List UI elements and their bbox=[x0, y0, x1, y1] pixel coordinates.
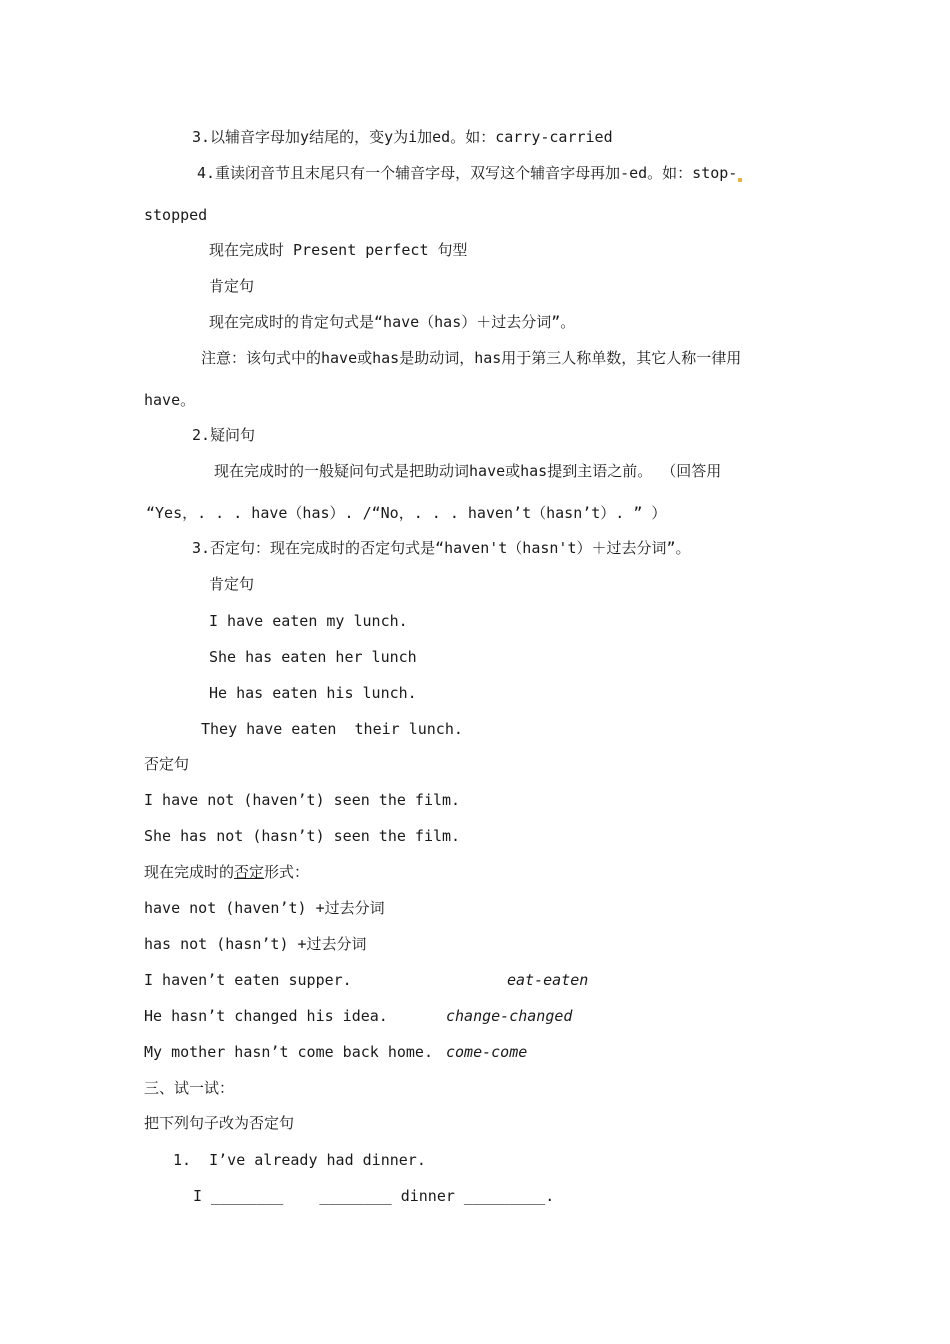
negative-example: I haven’t eaten supper. bbox=[144, 971, 352, 989]
negative-example: I have not (haven’t) seen the film. bbox=[144, 791, 461, 809]
example-sentence: He has eaten his lunch. bbox=[209, 684, 417, 702]
verb-form: eat-eaten bbox=[507, 971, 589, 989]
example-sentence: They have eaten their lunch. bbox=[201, 720, 463, 738]
exercise-instruction: 把下列句子改为否定句 bbox=[144, 1114, 295, 1132]
verb-form: change-changed bbox=[446, 1007, 573, 1025]
rule-4-continued: stopped bbox=[144, 206, 208, 224]
heading-negative: 否定句 bbox=[144, 755, 190, 773]
heading-question: 2.疑问句 bbox=[192, 426, 256, 444]
negative-form: 3.否定句：现在完成时的否定句式是“haven't（hasn't）＋过去分词”。 bbox=[192, 539, 691, 557]
section-heading-present-perfect: 现在完成时 Present perfect 句型 bbox=[209, 241, 468, 259]
exercise-answer-blanks: I ________ ________ dinner _________. bbox=[193, 1187, 555, 1205]
negative-example: He hasn’t changed his idea. bbox=[144, 1007, 388, 1025]
question-answers: “Yes，. . . have（has）. /“No，. . . haven’t（hasn’t）. ” ） bbox=[146, 504, 667, 522]
negative-form-heading bbox=[144, 862, 309, 882]
rule-4-text: 4.重读闭音节且末尾只有一个辅音字母，双写这个辅音字母再加-ed。如：stop- bbox=[197, 164, 738, 182]
negative-example: My mother hasn’t come back home. bbox=[144, 1043, 433, 1061]
section-heading-exercise: 三、试一试： bbox=[144, 1079, 235, 1097]
affirmative-form: 现在完成时的肯定句式是“have（has）＋过去分词”。 bbox=[209, 313, 576, 331]
edit-mark bbox=[738, 178, 742, 182]
exercise-item: 1. I’ve already had dinner. bbox=[173, 1151, 426, 1169]
heading-affirmative-examples: 肯定句 bbox=[209, 575, 255, 593]
verb-form: come-come bbox=[446, 1043, 528, 1061]
text: 现在完成时的 bbox=[144, 863, 235, 881]
underlined-text: 否定 bbox=[234, 863, 265, 881]
rule-3: 3.以辅音字母加y结尾的，变y为i加ed。如：carry-carried bbox=[192, 128, 613, 146]
note: 注意：该句式中的have或has是助动词，has用于第三人称单数，其它人称一律用 bbox=[201, 349, 742, 367]
rule-4 bbox=[197, 163, 742, 183]
negative-example: She has not (hasn’t) seen the film. bbox=[144, 827, 461, 845]
example-sentence: I have eaten my lunch. bbox=[209, 612, 408, 630]
question-form: 现在完成时的一般疑问句式是把助动词have或has提到主语之前。 （回答用 bbox=[214, 462, 722, 480]
example-sentence: She has eaten her lunch bbox=[209, 648, 417, 666]
negative-pattern: have not (haven’t) +过去分词 bbox=[144, 899, 385, 917]
heading-affirmative: 肯定句 bbox=[209, 277, 255, 295]
negative-pattern: has not (hasn’t) +过去分词 bbox=[144, 935, 367, 953]
text: 形式： bbox=[264, 863, 310, 881]
note-continued: have。 bbox=[144, 391, 196, 409]
